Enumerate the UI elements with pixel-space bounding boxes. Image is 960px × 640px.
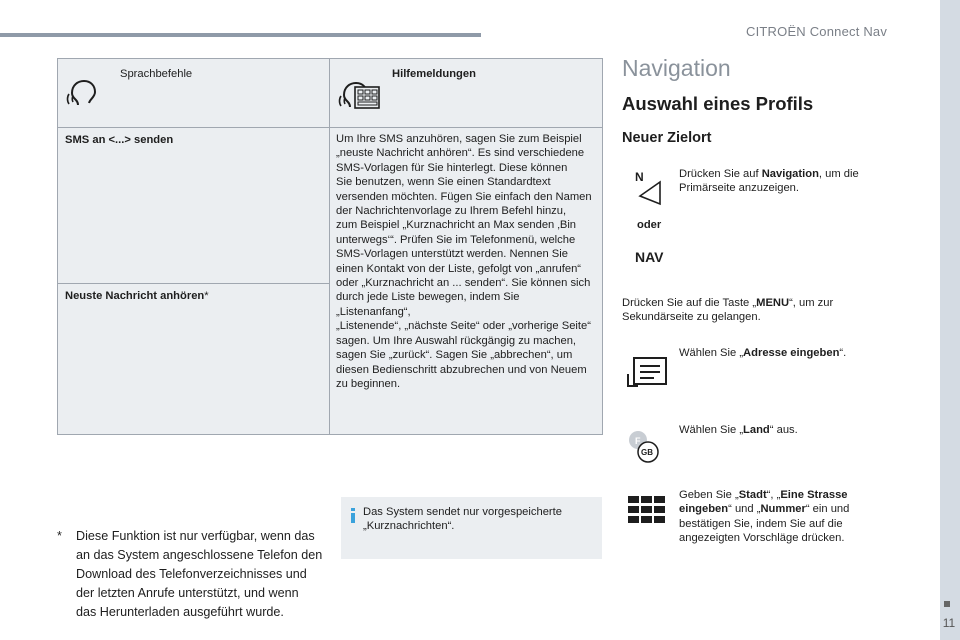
step3-text: Wählen Sie „ xyxy=(679,347,744,359)
section-subheading: Neuer Zielort xyxy=(622,130,712,146)
help-line: durch jede Liste bewegen, indem Sie „Listenanfang“, xyxy=(336,291,520,318)
step1-bold: Navigation xyxy=(761,168,819,180)
help-line: „neuste Nachricht anhören“. Es sind verschiedene xyxy=(336,147,585,160)
help-line: diesen Bedienschritt abzubrechen und von Neuem xyxy=(336,363,587,376)
command-cell-latest-message xyxy=(58,284,330,435)
header-title: CITROËN Connect Nav xyxy=(746,24,888,39)
help-response-cell xyxy=(330,128,603,435)
step4-bold: Land xyxy=(743,424,770,436)
help-line: SMS-Vorlagen für Sie hinterlegt. Diese können xyxy=(336,161,568,174)
footnote-ref-marker: * xyxy=(204,290,209,302)
footnote xyxy=(57,527,327,622)
command-latest-message-label: Neuste Nachricht anhören xyxy=(65,290,205,302)
step3-bold: Adresse eingeben xyxy=(743,347,840,359)
compass-north-letter: N xyxy=(635,170,644,184)
country-code-top: F xyxy=(635,436,641,446)
table-header-help-messages xyxy=(330,59,603,128)
address-entry-icon xyxy=(626,356,670,388)
step5-line3: bestätigen Sie, indem Sie auf die xyxy=(679,517,843,530)
step5-separator: “, „ xyxy=(766,489,781,501)
footnote-line: Diese Funktion ist nur verfügbar, wenn das xyxy=(76,529,315,543)
help-line: einen Kontakt von der Liste, gefolgt von „anrufen“ xyxy=(336,262,582,275)
help-line: sagen. Um Ihre Auswahl rückgängig zu machen, xyxy=(336,334,577,347)
step2-bold: MENU xyxy=(756,297,790,309)
footnote-line: der letzten Anrufe unterstützt, und wenn xyxy=(76,586,299,600)
header-rule xyxy=(0,33,481,37)
step3-text-end: “. xyxy=(839,347,847,359)
country-selection-icon xyxy=(626,430,666,466)
nav-button-label: NAV xyxy=(635,249,664,265)
country-code-bottom: GB xyxy=(641,448,653,457)
step2-text-end: “, um zur xyxy=(789,297,834,309)
help-line: sagen Sie „zurück“. Sagen Sie „abbrechen“, um xyxy=(336,349,573,362)
step1-line2: Primärseite anzuzeigen. xyxy=(679,182,800,195)
step-enter-city-street xyxy=(679,488,879,546)
help-line: unterwegs‘“. Prüfen Sie im Telefonmenü, welche xyxy=(336,233,576,246)
step5-text: Geben Sie „ xyxy=(679,489,739,501)
step1-text-end: , um die xyxy=(818,168,859,180)
table-header-voice-commands xyxy=(58,59,330,128)
step1-text: Drücken Sie auf xyxy=(679,168,762,180)
step2-line2: Sekundärseite zu gelangen. xyxy=(622,311,761,324)
info-line: Das System sendet nur vorgespeicherte xyxy=(363,506,562,518)
help-line: versenden möchten. Fügen Sie einfach den Namen xyxy=(336,190,592,203)
column-title-voice-commands: Sprachbefehle xyxy=(120,68,193,80)
help-line: Sie benutzen, wenn Sie einen Standardtext xyxy=(336,176,551,189)
right-margin-band xyxy=(940,0,960,640)
page-number: 11 xyxy=(942,616,956,630)
footnote-line: an das System angeschlossene Telefon den xyxy=(76,548,323,562)
voice-command-table xyxy=(57,58,603,435)
step5-bold-city: Stadt xyxy=(738,489,767,501)
step5-text-end: “ ein und xyxy=(805,503,850,516)
navigation-compass-icon xyxy=(634,170,662,206)
help-line: der Nachrichtenvorlage zu Ihrem Befehl hinzu, xyxy=(336,205,567,218)
voice-help-icon xyxy=(336,73,386,113)
step4-text: Wählen Sie „ xyxy=(679,424,744,436)
footnote-line: Download des Telefonverzeichnisses und xyxy=(76,567,307,581)
step-enter-address xyxy=(679,346,879,360)
step2-text: Drücken Sie auf die Taste „ xyxy=(622,297,757,309)
section-title: Navigation xyxy=(622,55,731,81)
step5-line4: angezeigten Vorschläge drücken. xyxy=(679,532,845,545)
step-open-navigation xyxy=(679,167,879,196)
step5-and: “ und „ xyxy=(728,503,761,516)
help-line: SMS-Vorlagen unterstützt werden. Nennen Sie xyxy=(336,248,568,261)
step-select-country xyxy=(679,423,879,437)
section-heading: Auswahl eines Profils xyxy=(622,93,814,114)
info-line: „Kurznachrichten“. xyxy=(363,520,455,533)
footnote-marker: * xyxy=(57,529,62,543)
or-label: oder xyxy=(637,219,662,231)
help-line: zu beginnen. xyxy=(336,377,401,390)
step-press-menu xyxy=(622,296,862,325)
help-line: oder „Kurznachricht an ... senden“. Sie können sich xyxy=(336,277,591,290)
step5-bold-street: Eine Strasse xyxy=(780,489,848,501)
footnote-line: das Herunterladen ausgeführt wurde. xyxy=(76,605,284,619)
help-line: „Listenende“, „nächste Seite“ oder „vorherige Seite“ xyxy=(336,320,591,333)
help-line: zum Beispiel „Kurznachricht an Max senden ‚Bin xyxy=(336,219,577,232)
step5-bold-enter: eingeben xyxy=(679,503,729,516)
step4-text-end: “ aus. xyxy=(769,424,798,436)
column-title-help-messages: Hilfemeldungen xyxy=(392,68,476,80)
command-cell-send-sms: SMS an <...> senden xyxy=(58,128,330,284)
continuation-marker xyxy=(944,601,950,607)
voice-command-icon xyxy=(64,73,100,113)
step5-bold-number: Nummer xyxy=(760,503,806,516)
info-note xyxy=(341,497,602,559)
help-line: Um Ihre SMS anzuhören, sagen Sie zum Beispiel xyxy=(336,133,582,145)
keyboard-icon xyxy=(628,496,666,526)
